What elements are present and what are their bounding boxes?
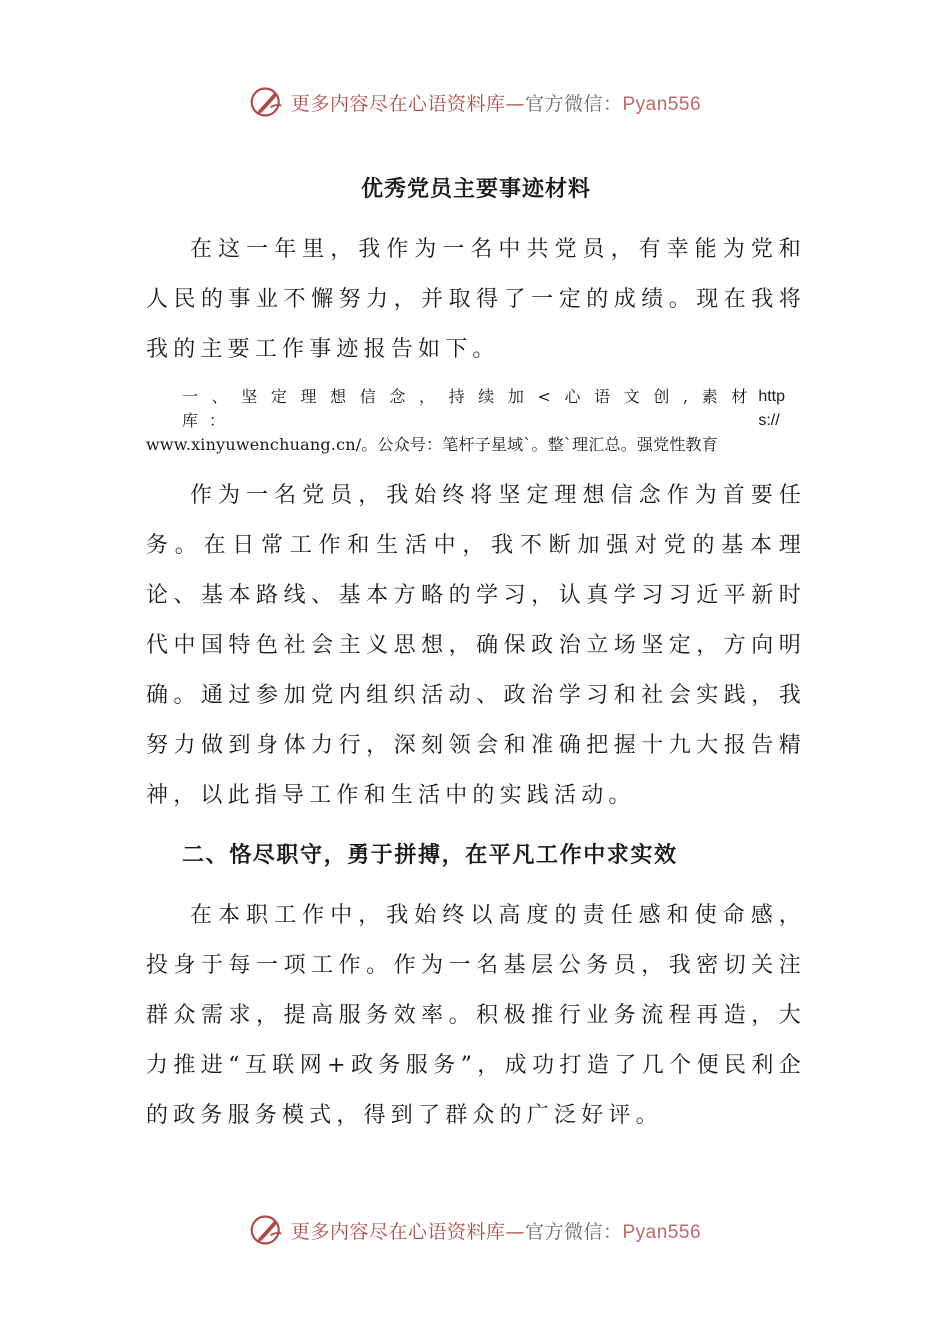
document-title: 优秀党员主要事迹材料 xyxy=(360,177,591,202)
section1-heading-text: 一、坚定理想信念，持续加<心语文创,素材库： xyxy=(182,387,759,430)
document-body xyxy=(146,172,806,1141)
banner-text: 更多内容尽在心语资料库—官方微信：Pyan556 xyxy=(290,1220,702,1243)
section1-url-prefix: https:// xyxy=(758,388,785,429)
section1-heading-line2: www.xinyuwenchuang.cn/。公众号：笔杆子星域`。整`理汇总。强党性教育 xyxy=(146,435,718,454)
pen-logo-icon xyxy=(249,1212,285,1248)
section1-heading xyxy=(146,385,806,457)
section2-paragraph: 在本职工作中，我始终以高度的责任感和使命感，投身于每一项工作。作为一名基层公务员，我密切关注群众需求，提高服务效率。积极推行业务流程再造，大力推进“互联网+政务服务”，成功打造了几个便民利企的政务服务模式，得到了群众的广泛好评。 xyxy=(146,903,806,1128)
pen-logo-icon xyxy=(249,84,285,120)
header-banner xyxy=(0,82,950,122)
footer-banner xyxy=(0,1210,950,1250)
banner-text: 更多内容尽在心语资料库—官方微信：Pyan556 xyxy=(290,92,702,115)
section1-paragraph: 作为一名党员，我始终将坚定理想信念作为首要任务。在日常工作和生活中，我不断加强对党的基本理论、基本路线、基本方略的学习，认真学习习近平新时代中国特色社会主义思想，确保政治立场坚定，方向明确。通过参加党内组织活动、政治学习和社会实践，我努力做到身体力行，深刻领会和准确把握十九大报告精神，以此指导工作和生活中的实践活动。 xyxy=(146,483,806,808)
intro-paragraph: 在这一年里，我作为一名中共党员，有幸能为党和人民的事业不懈努力，并取得了一定的成绩。现在我将我的主要工作事迹报告如下。 xyxy=(146,237,806,362)
section1-heading-line1 xyxy=(146,385,806,433)
section2-heading: 二、恪尽职守，勇于拼搏，在平凡工作中求实效 xyxy=(182,843,678,868)
